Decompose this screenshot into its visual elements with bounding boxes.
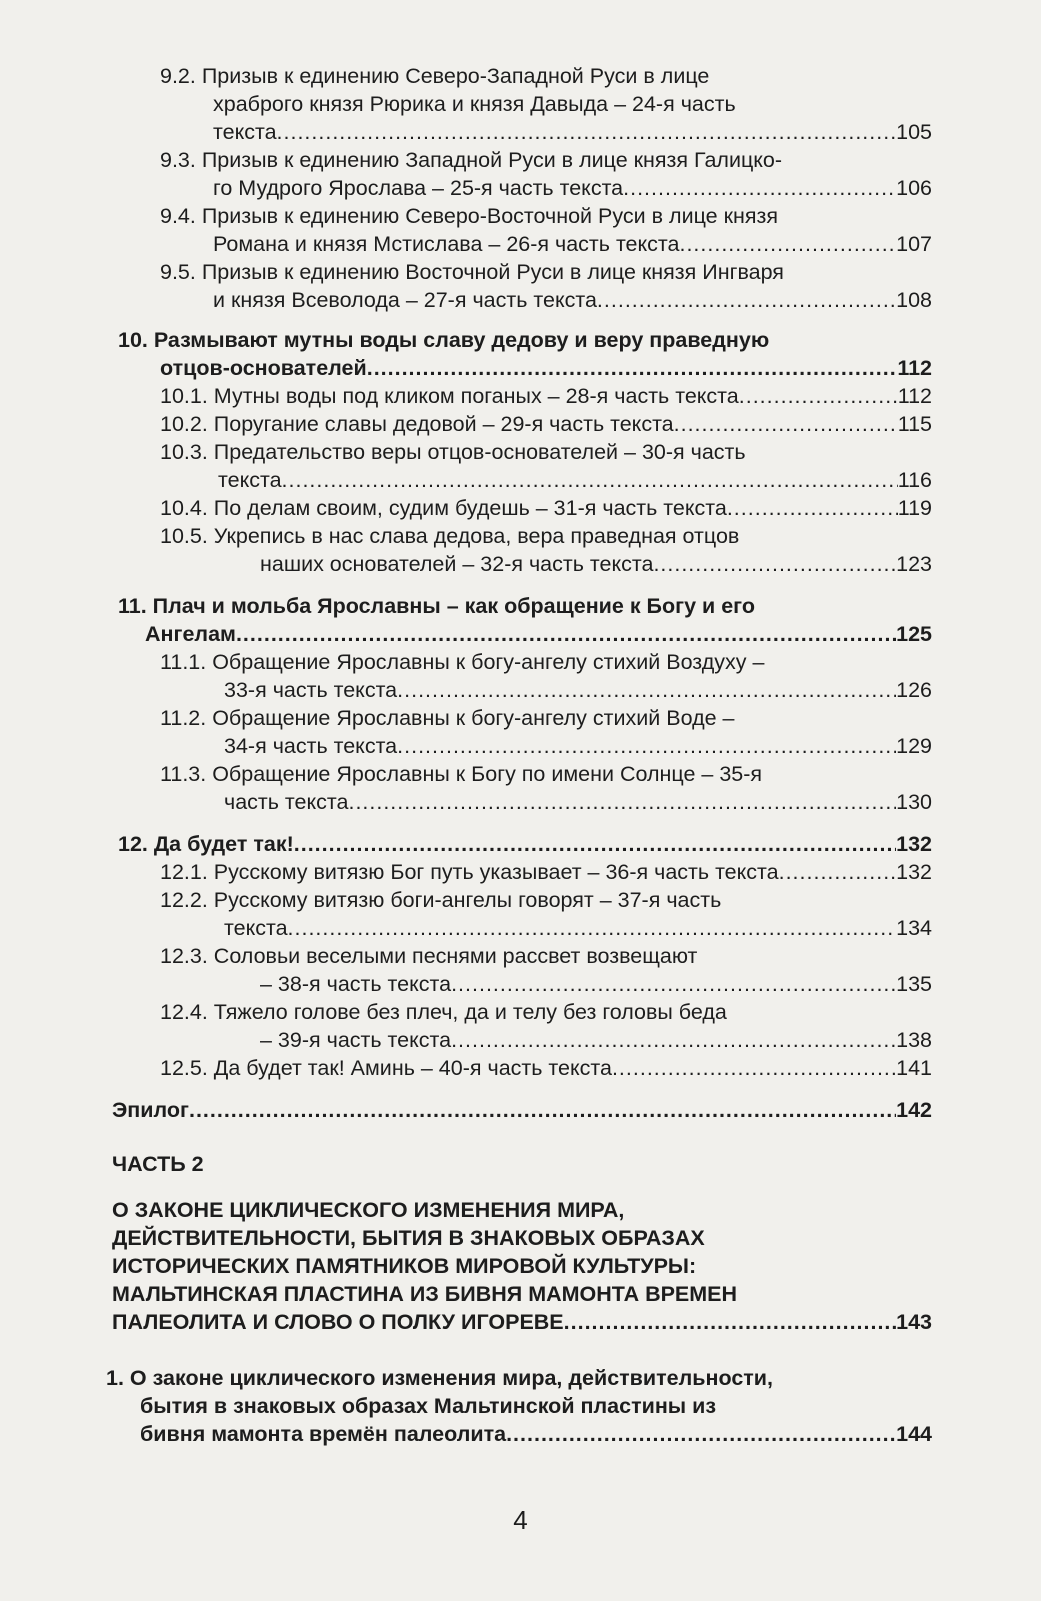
toc-line <box>145 620 932 648</box>
toc-page-number: 142 <box>896 1098 932 1122</box>
dot-leader <box>451 970 896 998</box>
toc-entry-title: текста <box>218 468 282 492</box>
toc-page-number: 112 <box>897 384 932 408</box>
toc-line <box>224 914 932 942</box>
dot-leader <box>397 676 896 704</box>
toc-page-number: 132 <box>896 860 932 884</box>
toc-line <box>160 494 932 522</box>
toc-line <box>224 788 932 816</box>
dot-leader <box>189 1096 896 1124</box>
toc-line: 10. Размывают мутны воды славу дедову и веру праведную <box>118 328 770 352</box>
toc-page-number: 123 <box>896 552 932 576</box>
dot-leader <box>288 914 897 942</box>
toc-entry-title: бивня мамонта времён палеолита <box>140 1422 507 1446</box>
page-number: 4 <box>513 1505 528 1535</box>
dot-leader <box>277 118 897 146</box>
toc-line: 10.3. Предательство веры отцов-основателей – 30-я часть <box>160 440 746 464</box>
toc-page-number: 107 <box>896 232 932 256</box>
toc-line: 11.2. Обращение Ярославны к богу-ангелу стихий Воде – <box>160 706 735 730</box>
dot-leader <box>506 1420 896 1448</box>
toc-page-number: 143 <box>896 1310 932 1334</box>
toc-entry-title: наших основателей – 32-я часть текста <box>260 552 654 576</box>
toc-line: МАЛЬТИНСКАЯ ПЛАСТИНА ИЗ БИВНЯ МАМОНТА ВРЕМЕН <box>112 1282 738 1306</box>
toc-line: 1. О законе циклического изменения мира, действительности, <box>106 1366 773 1390</box>
toc-line <box>118 830 932 858</box>
toc-entry-title: го Мудрого Ярослава – 25-я часть текста <box>213 176 624 200</box>
toc-line <box>140 1420 932 1448</box>
toc-page-number: 126 <box>896 678 932 702</box>
toc-page-number: 141 <box>896 1056 932 1080</box>
dot-leader <box>294 830 896 858</box>
toc-entry-title: Ангелам <box>145 622 236 646</box>
toc-line: 9.5. Призыв к единению Восточной Руси в лице князя Ингваря <box>160 260 784 284</box>
toc-line: бытия в знаковых образах Мальтинской пластины из <box>140 1394 717 1418</box>
toc-line: О ЗАКОНЕ ЦИКЛИЧЕСКОГО ИЗМЕНЕНИЯ МИРА, <box>112 1198 625 1222</box>
toc-entry-title: Эпилог <box>112 1098 189 1122</box>
toc-line <box>224 676 932 704</box>
dot-leader <box>597 286 896 314</box>
dot-leader <box>727 494 898 522</box>
toc-entry-title: и князя Всеволода – 27-я часть текста <box>213 288 597 312</box>
toc-page-number: 138 <box>896 1028 932 1052</box>
toc-line: 11.3. Обращение Ярославны к Богу по имени Солнце – 35-я <box>160 762 763 786</box>
toc-line <box>260 970 932 998</box>
toc-line <box>213 174 932 202</box>
toc-entry-title: 34-я часть текста <box>224 734 398 758</box>
toc-entry-title: 10.4. По делам своим, судим будешь – 31-я часть текста <box>160 496 727 520</box>
toc-page-number: 130 <box>896 790 932 814</box>
dot-leader <box>739 382 898 410</box>
dot-leader <box>623 174 896 202</box>
dot-leader <box>612 1054 896 1082</box>
toc-entry-title: 10.2. Поругание славы дедовой – 29-я часть текста <box>160 412 674 436</box>
dot-leader <box>564 1308 896 1336</box>
dot-leader <box>674 410 898 438</box>
toc-entry-title: 33-я часть текста <box>224 678 398 702</box>
dot-leader <box>679 230 896 258</box>
toc-page-number: 125 <box>896 622 932 646</box>
toc-line <box>224 732 932 760</box>
toc-entry-title: текста <box>213 120 277 144</box>
dot-leader <box>451 1026 896 1054</box>
toc-line: ИСТОРИЧЕСКИХ ПАМЯТНИКОВ МИРОВОЙ КУЛЬТУРЫ: <box>112 1254 697 1278</box>
toc-page-number: 108 <box>896 288 932 312</box>
toc-line: 10.5. Укрепись в нас слава дедова, вера праведная отцов <box>160 524 740 548</box>
dot-leader <box>236 620 896 648</box>
toc-entry-title: 12. Да будет так! <box>118 832 294 856</box>
toc-page-number: 105 <box>896 120 932 144</box>
toc-line <box>260 1026 932 1054</box>
toc-line <box>160 1054 932 1082</box>
toc-entry-title: 10.1. Мутны воды под кликом поганых – 28-я часть текста <box>160 384 739 408</box>
toc-line: 11.1. Обращение Ярославны к богу-ангелу стихий Воздуху – <box>160 650 765 674</box>
toc-page-number: 116 <box>897 468 932 492</box>
toc-entry-title: – 38-я часть текста <box>260 972 452 996</box>
toc-page-number: 135 <box>896 972 932 996</box>
toc-line: 9.3. Призыв к единению Западной Руси в лице князя Галицко- <box>160 148 783 172</box>
toc-line: 12.2. Русскому витязю боги-ангелы говорят – 37-я часть <box>160 888 722 912</box>
toc-line: 11. Плач и мольба Ярославны – как обращение к Богу и его <box>118 594 755 618</box>
toc-page-number: 134 <box>896 916 932 940</box>
dot-leader <box>779 858 897 886</box>
toc-line <box>160 410 932 438</box>
toc-entry-title: 12.1. Русскому витязю Бог путь указывает – 36-я часть текста <box>160 860 779 884</box>
toc-line <box>160 858 932 886</box>
toc-line <box>260 550 932 578</box>
toc-line <box>112 1096 932 1124</box>
dot-leader <box>397 732 896 760</box>
dot-leader <box>282 466 898 494</box>
toc-page-number: 112 <box>897 356 932 380</box>
toc-line <box>160 382 932 410</box>
toc-entry-title: ПАЛЕОЛИТА И СЛОВО О ПОЛКУ ИГОРЕВЕ <box>112 1310 564 1334</box>
toc-line: ДЕЙСТВИТЕЛЬНОСТИ, БЫТИЯ В ЗНАКОВЫХ ОБРАЗАХ <box>112 1226 705 1250</box>
toc-line: 9.2. Призыв к единению Северо-Западной Руси в лице <box>160 64 710 88</box>
toc-line <box>160 354 932 382</box>
toc-page-number: 129 <box>896 734 932 758</box>
dot-leader <box>367 354 898 382</box>
toc-entry-title: текста <box>224 916 288 940</box>
toc-line: храброго князя Рюрика и князя Давыда – 24-я часть <box>213 92 736 116</box>
toc-entry-title: часть текста <box>224 790 349 814</box>
toc-page-number: 106 <box>896 176 932 200</box>
toc-page-number: 115 <box>897 412 932 436</box>
toc-line: 12.4. Тяжело голове без плеч, да и телу без головы беда <box>160 1000 727 1024</box>
toc-line <box>112 1308 932 1336</box>
toc-page-number: 144 <box>896 1422 932 1446</box>
toc-line: ЧАСТЬ 2 <box>112 1152 204 1176</box>
toc-line <box>213 286 932 314</box>
dot-leader <box>348 788 896 816</box>
dot-leader <box>653 550 896 578</box>
toc-line <box>218 466 932 494</box>
toc-page-number: 119 <box>897 496 932 520</box>
toc-entry-title: 12.5. Да будет так! Аминь – 40-я часть текста <box>160 1056 612 1080</box>
toc-line <box>213 118 932 146</box>
toc-entry-title: отцов-основателей <box>160 356 367 380</box>
toc-line: 9.4. Призыв к единению Северо-Восточной Руси в лице князя <box>160 204 778 228</box>
toc-page-number: 132 <box>896 832 932 856</box>
toc-entry-title: Романа и князя Мстислава – 26-я часть текста <box>213 232 680 256</box>
toc-line <box>213 230 932 258</box>
toc-line: 12.3. Соловьи веселыми песнями рассвет возвещают <box>160 944 698 968</box>
toc-entry-title: – 39-я часть текста <box>260 1028 452 1052</box>
